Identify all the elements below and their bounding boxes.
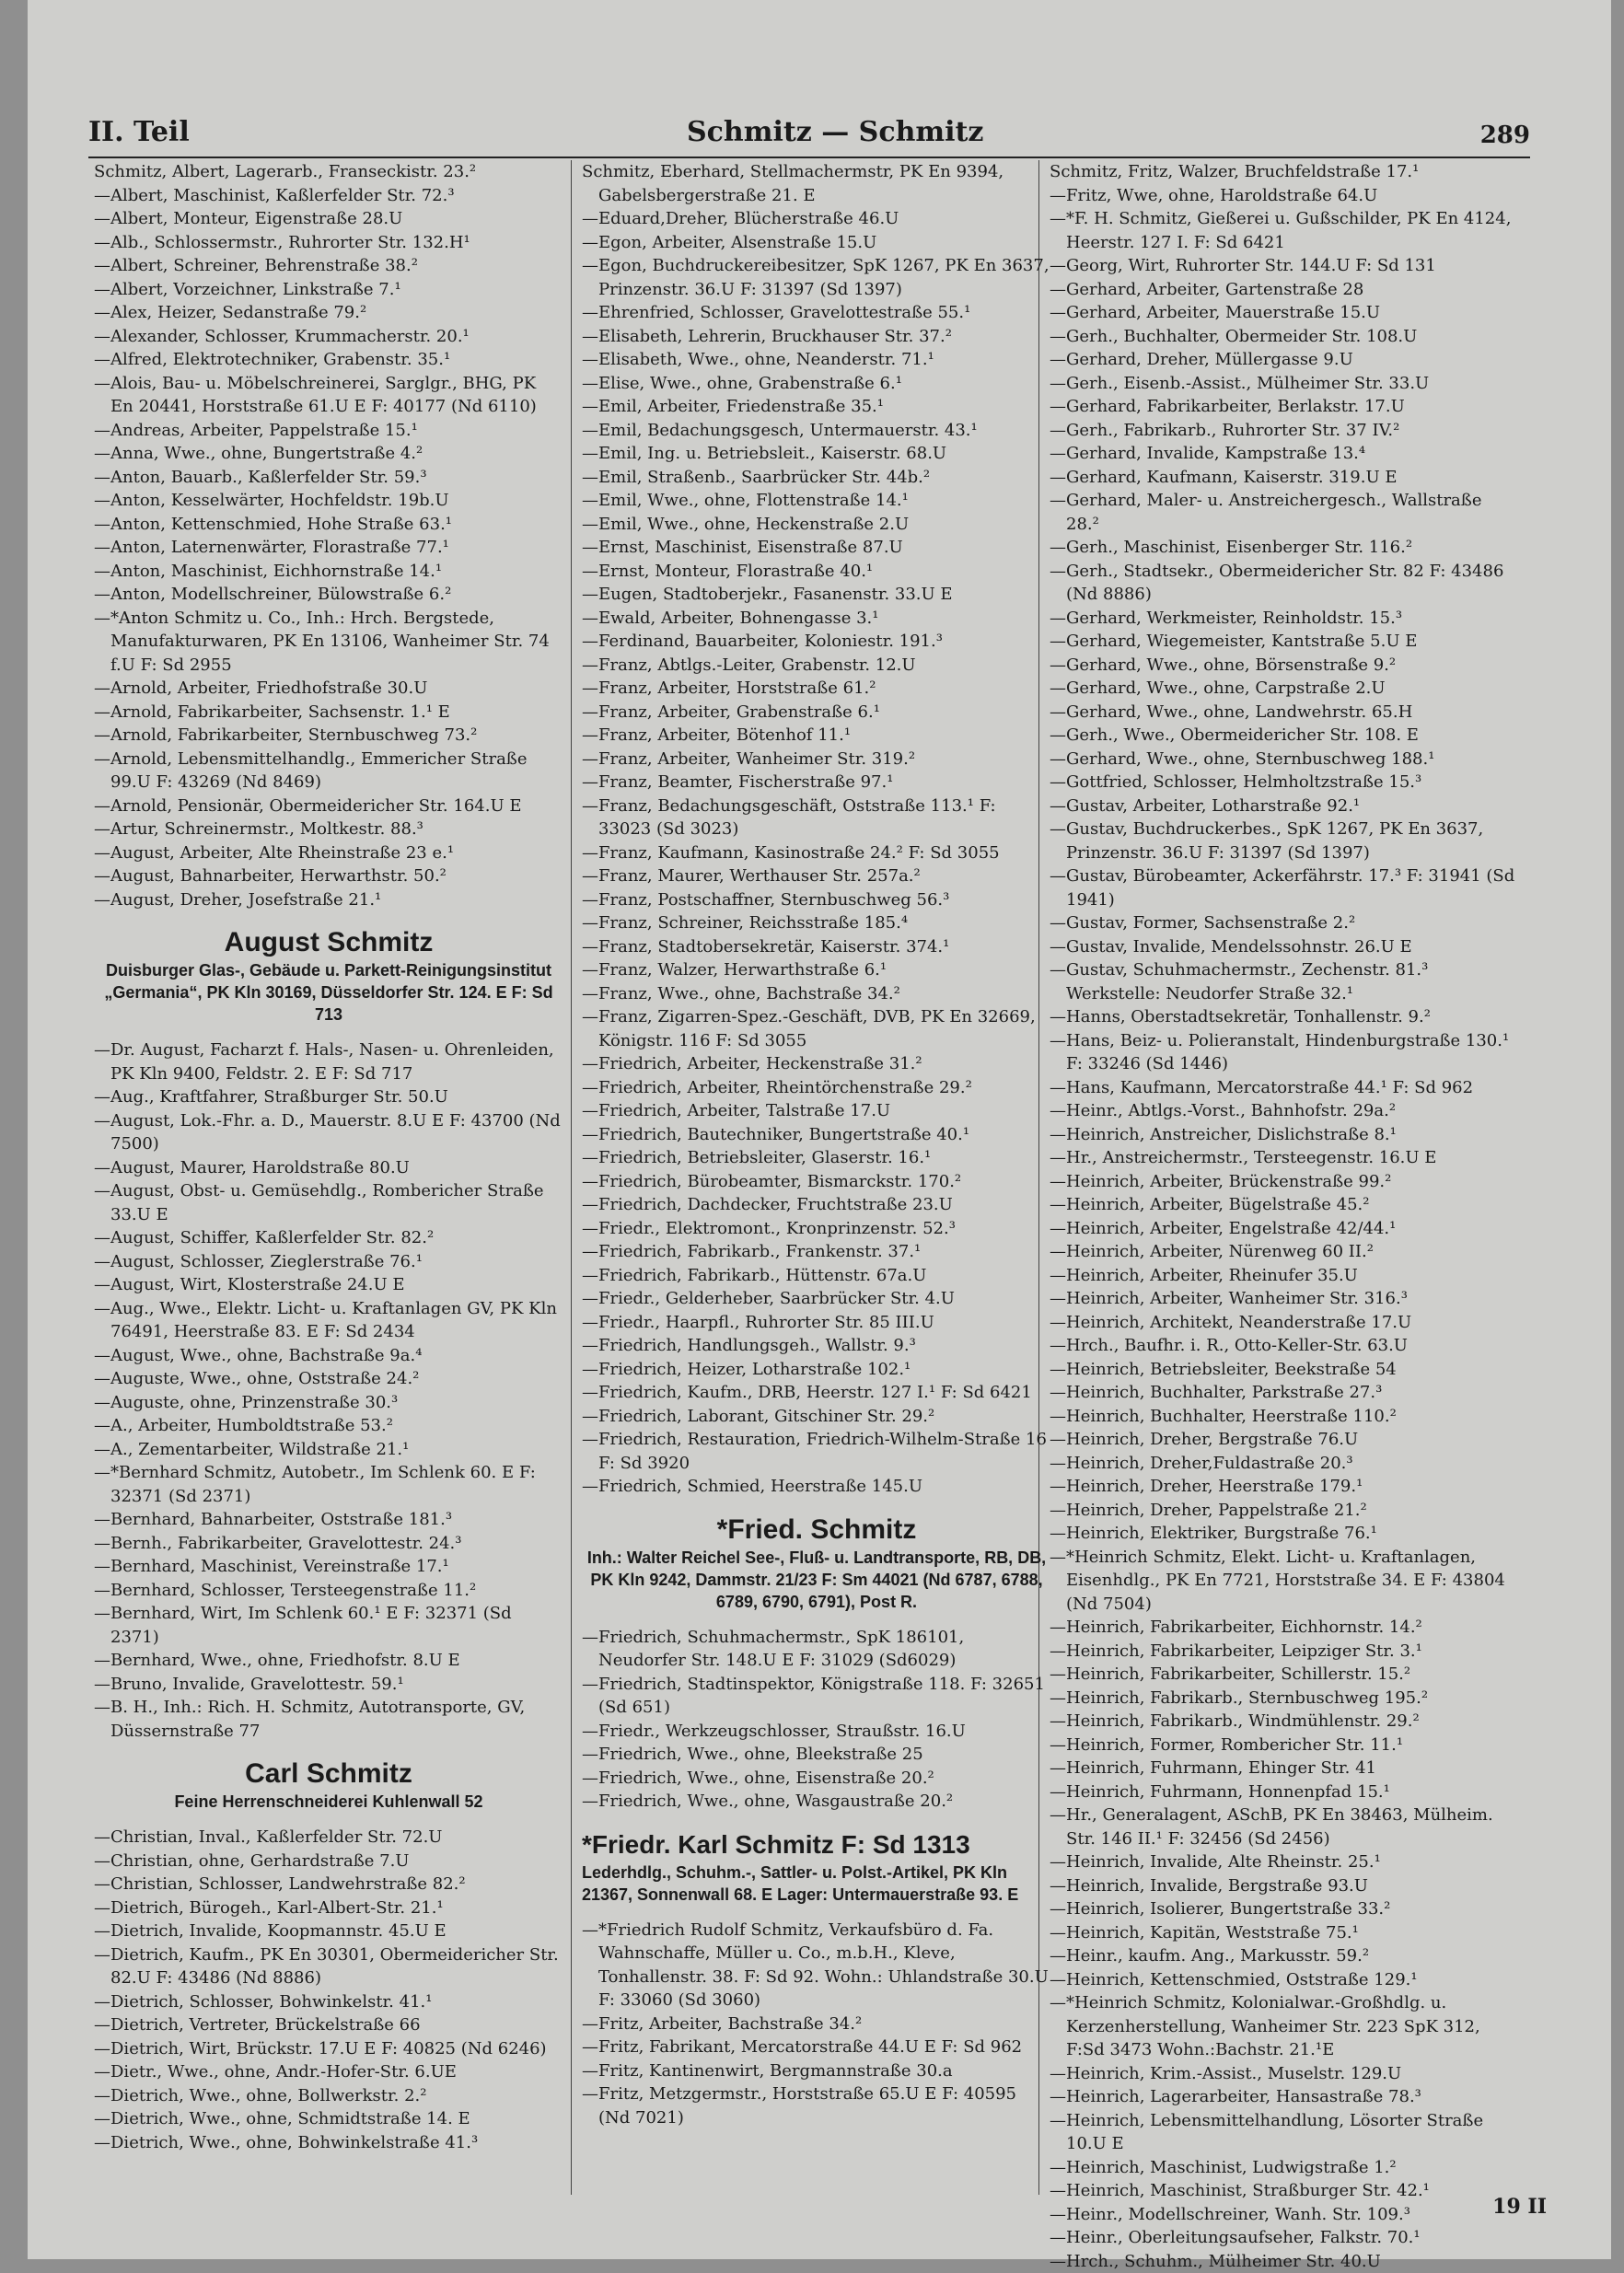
ad-friedr-karl-schmitz: [582, 1828, 1051, 1906]
directory-entry: —Bernh., Fabrikarbeiter, Gravelottestr. 24.³: [94, 1532, 563, 1556]
directory-entry: —Friedrich, Wwe., ohne, Eisenstraße 20.²: [582, 1767, 1051, 1791]
directory-entry: —Gerh., Stadtsekr., Obermeidericher Str. 82 F: 43486 (Nd 8886): [1050, 560, 1519, 607]
directory-entry: —Franz, Arbeiter, Grabenstraße 6.¹: [582, 701, 1051, 725]
directory-entry: —Emil, Wwe., ohne, Flottenstraße 14.¹: [582, 489, 1051, 513]
directory-entry: —Georg, Wirt, Ruhrorter Str. 144.U F: Sd 131: [1050, 254, 1519, 278]
directory-entry: —Franz, Abtlgs.-Leiter, Grabenstr. 12.U: [582, 654, 1051, 678]
directory-entry: —Dietrich, Wwe., ohne, Schmidtstraße 14. E: [94, 2107, 563, 2131]
directory-entry: —Gerhard, Wwe., ohne, Börsenstraße 9.²: [1050, 654, 1519, 678]
directory-entry: —Friedrich, Betriebsleiter, Glaserstr. 16.¹: [582, 1146, 1051, 1170]
page-number: 289: [1480, 122, 1530, 149]
running-title: Schmitz — Schmitz: [687, 116, 983, 148]
directory-entry: —August, Bahnarbeiter, Herwarthstr. 50.²: [94, 864, 563, 888]
directory-entry: —Franz, Postschaffner, Sternbuschweg 56.³: [582, 888, 1051, 912]
directory-entry: —Franz, Walzer, Herwarthstraße 6.¹: [582, 958, 1051, 982]
directory-entry: —Fritz, Fabrikant, Mercatorstraße 44.U E F: Sd 962: [582, 2035, 1051, 2059]
ad-body: Inh.: Walter Reichel See-, Fluß- u. Landtransporte, RB, DB, PK Kln 9242, Dammstr. 21/23 F: Sm 44021 (Nd 6787, 6788, 6789, 6790, 6791), Post R.: [582, 1547, 1051, 1613]
directory-entry: —Aug., Wwe., Elektr. Licht- u. Kraftanlagen GV, PK Kln 76491, Heerstraße 83. E F: Sd 2434: [94, 1297, 563, 1344]
directory-entry: —Heinrich, Architekt, Neanderstraße 17.U: [1050, 1311, 1519, 1335]
directory-entry: —Albert, Monteur, Eigenstraße 28.U: [94, 207, 563, 231]
directory-entry: —Emil, Wwe., ohne, Heckenstraße 2.U: [582, 513, 1051, 537]
directory-entry: —Fritz, Wwe, ohne, Haroldstraße 64.U: [1050, 184, 1519, 208]
directory-entry: —Heinrich, Arbeiter, Wanheimer Str. 316.³: [1050, 1287, 1519, 1311]
directory-entry: —Friedrich, Wwe., ohne, Bleekstraße 25: [582, 1743, 1051, 1767]
directory-entry: —Bernhard, Maschinist, Vereinstraße 17.¹: [94, 1555, 563, 1579]
directory-entry: —Anton, Laternenwärter, Florastraße 77.¹: [94, 536, 563, 560]
directory-entry: —Egon, Buchdruckereibesitzer, SpK 1267, PK En 3637, Prinzenstr. 36.U F: 31397 (Sd 1397): [582, 254, 1051, 301]
directory-entry: —Heinrich, Fabrikarbeiter, Eichhornstr. 14.²: [1050, 1616, 1519, 1640]
directory-entry: —Hans, Kaufmann, Mercatorstraße 44.¹ F: Sd 962: [1050, 1076, 1519, 1100]
directory-entry: —Heinr., Abtlgs.-Vorst., Bahnhofstr. 29a.²: [1050, 1099, 1519, 1123]
directory-entry: —Friedrich, Arbeiter, Heckenstraße 31.²: [582, 1052, 1051, 1076]
directory-entry: —Eduard,Dreher, Blücherstraße 46.U: [582, 207, 1051, 231]
directory-entry: —Hanns, Oberstadtsekretär, Tonhallenstr. 9.²: [1050, 1005, 1519, 1029]
directory-entry: —Gerhard, Arbeiter, Mauerstraße 15.U: [1050, 301, 1519, 325]
directory-entry: —Heinrich, Krim.-Assist., Muselstr. 129.U: [1050, 2062, 1519, 2086]
directory-entry: —*F. H. Schmitz, Gießerei u. Gußschilder, PK En 4124, Heerstr. 127 I. F: Sd 6421: [1050, 207, 1519, 254]
directory-entry: —Gustav, Invalide, Mendelssohnstr. 26.U E: [1050, 935, 1519, 959]
directory-entry: —August, Wirt, Klosterstraße 24.U E: [94, 1273, 563, 1297]
directory-entry: —Gustav, Schuhmachermstr., Zechenstr. 81.³ Werkstelle: Neudorfer Straße 32.¹: [1050, 958, 1519, 1005]
ad-name: *Friedr. Karl Schmitz F: Sd 1313: [582, 1828, 1051, 1861]
directory-entry: —Friedrich, Restauration, Friedrich-Wilhelm-Straße 16 F: Sd 3920: [582, 1428, 1051, 1475]
directory-entry: —Dietrich, Wwe., ohne, Bollwerkstr. 2.²: [94, 2084, 563, 2108]
directory-entry: —Emil, Arbeiter, Friedenstraße 35.¹: [582, 395, 1051, 419]
page-signature: 19 II: [1492, 2195, 1547, 2219]
directory-entry: —Heinrich, Former, Rombericher Str. 11.¹: [1050, 1734, 1519, 1757]
column-1: [94, 160, 563, 2186]
directory-entry: —Emil, Ing. u. Betriebsleit., Kaiserstr. 68.U: [582, 442, 1051, 466]
directory-entry: —Gerhard, Kaufmann, Kaiserstr. 319.U E: [1050, 466, 1519, 490]
directory-entry: —Heinrich, Isolierer, Bungertstraße 33.²: [1050, 1897, 1519, 1921]
directory-entry: —Gustav, Arbeiter, Lotharstraße 92.¹: [1050, 794, 1519, 818]
directory-entry: —Heinrich, Arbeiter, Rheinufer 35.U: [1050, 1264, 1519, 1288]
directory-entry: Schmitz, Albert, Lagerarb., Franseckistr. 23.²: [94, 160, 563, 184]
directory-entry: —Heinrich, Arbeiter, Brückenstraße 99.²: [1050, 1170, 1519, 1194]
directory-entry: —Alois, Bau- u. Möbelschreinerei, Sarglgr., BHG, PK En 20441, Horststraße 61.U E F: 40177 (Nd 6110): [94, 372, 563, 419]
column-2: [582, 160, 1051, 2186]
directory-entry: —Friedrich, Fabrikarb., Hüttenstr. 67a.U: [582, 1264, 1051, 1288]
directory-entry: —Franz, Kaufmann, Kasinostraße 24.² F: Sd 3055: [582, 841, 1051, 865]
directory-entry: —Heinrich, Lebensmittelhandlung, Lösorter Straße 10.U E: [1050, 2109, 1519, 2156]
directory-entry: —Gerhard, Werkmeister, Reinholdstr. 15.³: [1050, 607, 1519, 631]
directory-entry: —Heinrich, Dreher, Heerstraße 179.¹: [1050, 1475, 1519, 1499]
directory-entry: —Heinrich, Elektriker, Burgstraße 76.¹: [1050, 1522, 1519, 1546]
directory-entry: —Franz, Arbeiter, Bötenhof 11.¹: [582, 724, 1051, 748]
directory-entry: —Dietrich, Kaufm., PK En 30301, Obermeidericher Str. 82.U F: 43486 (Nd 8886): [94, 1943, 563, 1990]
page-header: [88, 112, 1530, 158]
directory-entry: —Friedrich, Schmied, Heerstraße 145.U: [582, 1475, 1051, 1499]
directory-entry: —Alfred, Elektrotechniker, Grabenstr. 35.¹: [94, 348, 563, 372]
directory-entry: —Gerhard, Wiegemeister, Kantstraße 5.U E: [1050, 630, 1519, 654]
directory-entry: —Heinrich, Buchhalter, Parkstraße 27.³: [1050, 1381, 1519, 1405]
directory-entry: —Anton, Kettenschmied, Hohe Straße 63.¹: [94, 513, 563, 537]
directory-entry: —Fritz, Metzgermstr., Horststraße 65.U E F: 40595 (Nd 7021): [582, 2082, 1051, 2129]
directory-entry: —Friedrich, Arbeiter, Rheintörchenstraße 29.²: [582, 1076, 1051, 1100]
directory-entry: —Elisabeth, Lehrerin, Bruckhauser Str. 37.²: [582, 325, 1051, 349]
directory-entry: —Ernst, Monteur, Florastraße 40.¹: [582, 560, 1051, 584]
directory-entry: —Gerhard, Invalide, Kampstraße 13.⁴: [1050, 442, 1519, 466]
directory-entry: —Gerh., Eisenb.-Assist., Mülheimer Str. 33.U: [1050, 372, 1519, 396]
directory-entry: —Hans, Beiz- u. Polieranstalt, Hindenburgstraße 130.¹ F: 33246 (Sd 1446): [1050, 1029, 1519, 1076]
directory-entry: —Anton, Maschinist, Eichhornstraße 14.¹: [94, 560, 563, 584]
directory-entry: —Anna, Wwe., ohne, Bungertstraße 4.²: [94, 442, 563, 466]
directory-entry: —August, Wwe., ohne, Bachstraße 9a.⁴: [94, 1344, 563, 1368]
directory-entry: —Arnold, Fabrikarbeiter, Sachsenstr. 1.¹ E: [94, 701, 563, 725]
directory-entry: —Friedrich, Laborant, Gitschiner Str. 29.²: [582, 1405, 1051, 1429]
directory-entry: —Dietrich, Wirt, Brückstr. 17.U E F: 40825 (Nd 6246): [94, 2037, 563, 2061]
directory-entry: —Alex, Heizer, Sedanstraße 79.²: [94, 301, 563, 325]
directory-entry: —August, Schiffer, Kaßlerfelder Str. 82.²: [94, 1226, 563, 1250]
directory-entry: —Anton, Kesselwärter, Hochfeldstr. 19b.U: [94, 489, 563, 513]
directory-entry: —Friedrich, Heizer, Lotharstraße 102.¹: [582, 1358, 1051, 1382]
directory-entry: —Heinrich, Maschinist, Ludwigstraße 1.²: [1050, 2156, 1519, 2180]
directory-entry: —Friedrich, Handlungsgeh., Wallstr. 9.³: [582, 1334, 1051, 1358]
directory-entry: —Artur, Schreinermstr., Moltkestr. 88.³: [94, 818, 563, 841]
directory-entry: —*Anton Schmitz u. Co., Inh.: Hrch. Bergstede, Manufakturwaren, PK En 13106, Wanheimer Str. 74 f.U F: Sd 2955: [94, 607, 563, 678]
directory-entry: —August, Arbeiter, Alte Rheinstraße 23 e.¹: [94, 841, 563, 865]
directory-entry: —Hrch., Baufhr. i. R., Otto-Keller-Str. 63.U: [1050, 1334, 1519, 1358]
directory-entry: —Heinrich, Fuhrmann, Ehinger Str. 41: [1050, 1757, 1519, 1780]
directory-entry: —Friedr., Elektromont., Kronprinzenstr. 52.³: [582, 1217, 1051, 1241]
ad-body: Feine Herrenschneiderei Kuhlenwall 52: [94, 1791, 563, 1813]
directory-entry: —Heinrich, Dreher,Fuldastraße 20.³: [1050, 1452, 1519, 1476]
directory-entry: Schmitz, Fritz, Walzer, Bruchfeldstraße 17.¹: [1050, 160, 1519, 184]
directory-entry: —Heinrich, Fabrikarb., Sternbuschweg 195.²: [1050, 1687, 1519, 1711]
directory-entry: —Arnold, Pensionär, Obermeidericher Str. 164.U E: [94, 794, 563, 818]
directory-entry: —Friedrich, Wwe., ohne, Wasgaustraße 20.²: [582, 1790, 1051, 1814]
directory-entry: —Elisabeth, Wwe., ohne, Neanderstr. 71.¹: [582, 348, 1051, 372]
directory-entry: —Friedrich, Bürobeamter, Bismarckstr. 170.²: [582, 1170, 1051, 1194]
directory-entry: —Gerhard, Dreher, Müllergasse 9.U: [1050, 348, 1519, 372]
directory-entry: —Bernhard, Wirt, Im Schlenk 60.¹ E F: 32371 (Sd 2371): [94, 1602, 563, 1649]
directory-entry: —Gottfried, Schlosser, Helmholtzstraße 15.³: [1050, 771, 1519, 794]
ad-august-schmitz: [94, 926, 563, 1026]
directory-entry: —Heinrich, Anstreicher, Dislichstraße 8.¹: [1050, 1123, 1519, 1147]
directory-entry: —Heinrich, Kettenschmied, Oststraße 129.¹: [1050, 1968, 1519, 1992]
directory-entry: —Heinrich, Arbeiter, Engelstraße 42/44.¹: [1050, 1217, 1519, 1241]
directory-entry: —Hr., Generalagent, ASchB, PK En 38463, Mülheim. Str. 146 II.¹ F: 32456 (Sd 2456): [1050, 1803, 1519, 1850]
directory-entry: —Gustav, Former, Sachsenstraße 2.²: [1050, 911, 1519, 935]
directory-entry: Schmitz, Eberhard, Stellmachermstr, PK En 9394, Gabelsbergerstraße 21. E: [582, 160, 1051, 207]
directory-entry: —Franz, Arbeiter, Horststraße 61.²: [582, 677, 1051, 701]
ad-name: Carl Schmitz: [94, 1757, 563, 1791]
directory-entry: —Gustav, Bürobeamter, Ackerfährstr. 17.³ F: 31941 (Sd 1941): [1050, 864, 1519, 911]
directory-entry: —Christian, Schlosser, Landwehrstraße 82.²: [94, 1873, 563, 1896]
directory-entry: —Heinrich, Lagerarbeiter, Hansastraße 78.³: [1050, 2085, 1519, 2109]
directory-entry: —Gerh., Wwe., Obermeidericher Str. 108. E: [1050, 724, 1519, 748]
ad-body: Lederhdlg., Schuhm.-, Sattler- u. Polst.-Artikel, PK Kln 21367, Sonnenwall 68. E Lager: Untermauerstraße 93. E: [582, 1861, 1051, 1906]
directory-entry: —Heinrich, Betriebsleiter, Beekstraße 54: [1050, 1358, 1519, 1382]
directory-entry: —Albert, Schreiner, Behrenstraße 38.²: [94, 254, 563, 278]
directory-entry: —Dietrich, Wwe., ohne, Bohwinkelstraße 41.³: [94, 2131, 563, 2155]
directory-entry: —Emil, Straßenb., Saarbrücker Str. 44b.²: [582, 466, 1051, 490]
directory-entry: —Bernhard, Wwe., ohne, Friedhofstr. 8.U E: [94, 1649, 563, 1673]
ad-name: August Schmitz: [94, 926, 563, 959]
directory-entry: —*Heinrich Schmitz, Elekt. Licht- u. Kraftanlagen, Eisenhdlg., PK En 7721, Horststraße 34. E F: 43804 (Nd 7504): [1050, 1546, 1519, 1617]
directory-entry: —Christian, ohne, Gerhardstraße 7.U: [94, 1850, 563, 1873]
directory-entry: —Bernhard, Bahnarbeiter, Oststraße 181.³: [94, 1508, 563, 1532]
directory-entry: —Dietrich, Schlosser, Bohwinkelstr. 41.¹: [94, 1990, 563, 2014]
directory-entry: —Gerhard, Wwe., ohne, Landwehrstr. 65.H: [1050, 701, 1519, 725]
directory-entry: —*Heinrich Schmitz, Kolonialwar.-Großhdlg. u. Kerzenherstellung, Wanheimer Str. 223 SpK 312, F:Sd 3473 Wohn.:Bachstr. 21.¹E: [1050, 1991, 1519, 2062]
directory-entry: —*Bernhard Schmitz, Autobetr., Im Schlenk 60. E F: 32371 (Sd 2371): [94, 1461, 563, 1508]
directory-entry: —Heinrich, Fuhrmann, Honnenpfad 15.¹: [1050, 1780, 1519, 1804]
directory-entry: —Dietrich, Bürogeh., Karl-Albert-Str. 21.¹: [94, 1896, 563, 1920]
directory-entry: —Hrch., Schuhm., Mülheimer Str. 40.U: [1050, 2250, 1519, 2273]
directory-entry: —Alexander, Schlosser, Krummacherstr. 20.¹: [94, 325, 563, 349]
directory-entry: —Fritz, Kantinenwirt, Bergmannstraße 30.a: [582, 2059, 1051, 2083]
directory-entry: —Franz, Zigarren-Spez.-Geschäft, DVB, PK En 32669, Königstr. 116 F: Sd 3055: [582, 1005, 1051, 1052]
directory-entry: —Franz, Arbeiter, Wanheimer Str. 319.²: [582, 748, 1051, 771]
directory-entry: —Heinr., Oberleitungsaufseher, Falkstr. 70.¹: [1050, 2226, 1519, 2250]
directory-entry: —Gerhard, Fabrikarbeiter, Berlakstr. 17.U: [1050, 395, 1519, 419]
directory-entry: —Friedrich, Dachdecker, Fruchtstraße 23.U: [582, 1193, 1051, 1217]
directory-entry: —Ferdinand, Bauarbeiter, Koloniestr. 191.³: [582, 630, 1051, 654]
directory-entry: —Gerhard, Wwe., ohne, Carpstraße 2.U: [1050, 677, 1519, 701]
directory-entry: —Emil, Bedachungsgesch, Untermauerstr. 43.¹: [582, 419, 1051, 443]
directory-entry: —Friedr., Werkzeugschlosser, Straußstr. 16.U: [582, 1720, 1051, 1744]
directory-entry: —August, Lok.-Fhr. a. D., Mauerstr. 8.U E F: 43700 (Nd 7500): [94, 1109, 563, 1156]
ad-fried-schmitz: [582, 1513, 1051, 1613]
directory-entry: —Andreas, Arbeiter, Pappelstraße 15.¹: [94, 419, 563, 443]
directory-entry: —Heinrich, Arbeiter, Bügelstraße 45.²: [1050, 1193, 1519, 1217]
directory-entry: —Arnold, Lebensmittelhandlg., Emmericher Straße 99.U F: 43269 (Nd 8469): [94, 748, 563, 794]
directory-entry: —Dr. August, Facharzt f. Hals-, Nasen- u. Ohrenleiden, PK Kln 9400, Feldstr. 2. E F: Sd 717: [94, 1038, 563, 1085]
directory-entry: —Elise, Wwe., ohne, Grabenstraße 6.¹: [582, 372, 1051, 396]
directory-entry: —Auguste, Wwe., ohne, Oststraße 24.²: [94, 1367, 563, 1391]
directory-entry: —Ernst, Maschinist, Eisenstraße 87.U: [582, 536, 1051, 560]
directory-entry: —August, Obst- u. Gemüsehdlg., Rombericher Straße 33.U E: [94, 1179, 563, 1226]
directory-entry: —Heinrich, Dreher, Pappelstraße 21.²: [1050, 1499, 1519, 1523]
directory-entry: —Gerhard, Arbeiter, Gartenstraße 28: [1050, 278, 1519, 302]
directory-entry: —Hr., Anstreichermstr., Tersteegenstr. 16.U E: [1050, 1146, 1519, 1170]
directory-entry: —Heinrich, Invalide, Alte Rheinstr. 25.¹: [1050, 1850, 1519, 1874]
directory-entry: —Anton, Bauarb., Kaßlerfelder Str. 59.³: [94, 466, 563, 490]
directory-entry: —Auguste, ohne, Prinzenstraße 30.³: [94, 1391, 563, 1415]
directory-entry: —Gustav, Buchdruckerbes., SpK 1267, PK En 3637, Prinzenstr. 36.U F: 31397 (Sd 1397): [1050, 818, 1519, 864]
directory-entry: —*Friedrich Rudolf Schmitz, Verkaufsbüro d. Fa. Wahnschaffe, Müller u. Co., m.b.H., Kleve, Tonhallenstr. 38. F: Sd 92. Wohn.: Uhlandstraße 30.U F: 33060 (Sd 3060): [582, 1919, 1051, 2012]
directory-entry: —Franz, Beamter, Fischerstraße 97.¹: [582, 771, 1051, 794]
directory-entry: —Franz, Stadtobersekretär, Kaiserstr. 374.¹: [582, 935, 1051, 959]
directory-entry: —B. H., Inh.: Rich. H. Schmitz, Autotransporte, GV, Düssernstraße 77: [94, 1696, 563, 1743]
directory-entry: —Heinrich, Arbeiter, Nürenweg 60 II.²: [1050, 1240, 1519, 1264]
directory-entry: —Albert, Vorzeichner, Linkstraße 7.¹: [94, 278, 563, 302]
directory-entry: —Heinrich, Fabrikarbeiter, Schillerstr. 15.²: [1050, 1663, 1519, 1687]
directory-entry: —Heinrich, Kapitän, Weststraße 75.¹: [1050, 1921, 1519, 1945]
directory-entry: —Gerh., Fabrikarb., Ruhrorter Str. 37 IV.²: [1050, 419, 1519, 443]
directory-entry: —A., Arbeiter, Humboldtstraße 53.²: [94, 1414, 563, 1438]
directory-entry: —Arnold, Arbeiter, Friedhofstraße 30.U: [94, 677, 563, 701]
directory-entry: —Gerh., Buchhalter, Obermeider Str. 108.U: [1050, 325, 1519, 349]
directory-entry: —Anton, Modellschreiner, Bülowstraße 6.²: [94, 583, 563, 607]
directory-entry: —August, Dreher, Josefstraße 21.¹: [94, 888, 563, 912]
directory-entry: —Friedr., Haarpfl., Ruhrorter Str. 85 III.U: [582, 1311, 1051, 1335]
directory-entry: —Friedrich, Bautechniker, Bungertstraße 40.¹: [582, 1123, 1051, 1147]
directory-entry: —Heinrich, Buchhalter, Heerstraße 110.²: [1050, 1405, 1519, 1429]
directory-entry: —Heinrich, Dreher, Bergstraße 76.U: [1050, 1428, 1519, 1452]
directory-entry: —Heinrich, Maschinist, Straßburger Str. 42.¹: [1050, 2179, 1519, 2203]
directory-entry: —A., Zementarbeiter, Wildstraße 21.¹: [94, 1438, 563, 1462]
directory-entry: —Christian, Inval., Kaßlerfelder Str. 72.U: [94, 1826, 563, 1850]
directory-entry: —Dietrich, Invalide, Koopmannstr. 45.U E: [94, 1919, 563, 1943]
column-3: [1050, 160, 1519, 2186]
directory-entry: —August, Maurer, Haroldstraße 80.U: [94, 1156, 563, 1180]
directory-entry: —Friedrich, Arbeiter, Talstraße 17.U: [582, 1099, 1051, 1123]
directory-entry: —Bernhard, Schlosser, Tersteegenstraße 11.²: [94, 1579, 563, 1603]
directory-entry: —Fritz, Arbeiter, Bachstraße 34.²: [582, 2012, 1051, 2036]
directory-entry: —Ewald, Arbeiter, Bohnengasse 3.¹: [582, 607, 1051, 631]
directory-entry: —Heinr., kaufm. Ang., Markusstr. 59.²: [1050, 1944, 1519, 1968]
directory-entry: —Heinrich, Fabrikarb., Windmühlenstr. 29.²: [1050, 1710, 1519, 1734]
directory-entry: —Ehrenfried, Schlosser, Gravelottestraße 55.¹: [582, 301, 1051, 325]
directory-entry: —Heinrich, Invalide, Bergstraße 93.U: [1050, 1874, 1519, 1898]
directory-entry: —Dietrich, Vertreter, Brückelstraße 66: [94, 2013, 563, 2037]
section-label: II. Teil: [88, 116, 190, 148]
directory-page: [28, 0, 1611, 2259]
directory-entry: —Arnold, Fabrikarbeiter, Sternbuschweg 73.²: [94, 724, 563, 748]
directory-entry: —Friedrich, Fabrikarb., Frankenstr. 37.¹: [582, 1240, 1051, 1264]
directory-entry: —Gerh., Maschinist, Eisenberger Str. 116.²: [1050, 536, 1519, 560]
directory-entry: —Gerhard, Maler- u. Anstreichergesch., Wallstraße 28.²: [1050, 489, 1519, 536]
directory-entry: —Franz, Schreiner, Reichsstraße 185.⁴: [582, 911, 1051, 935]
ad-carl-schmitz: [94, 1757, 563, 1813]
directory-entry: —Friedr., Gelderheber, Saarbrücker Str. 4.U: [582, 1287, 1051, 1311]
directory-entry: —Friedrich, Schuhmachermstr., SpK 186101, Neudorfer Str. 148.U E F: 31029 (Sd6029): [582, 1626, 1051, 1673]
directory-entry: —Dietr., Wwe., ohne, Andr.-Hofer-Str. 6.UE: [94, 2060, 563, 2084]
directory-entry: —Aug., Kraftfahrer, Straßburger Str. 50.U: [94, 1085, 563, 1109]
directory-entry: —Franz, Maurer, Werthauser Str. 257a.²: [582, 864, 1051, 888]
directory-entry: —Alb., Schlossermstr., Ruhrorter Str. 132.H¹: [94, 231, 563, 255]
directory-entry: —Heinrich, Fabrikarbeiter, Leipziger Str. 3.¹: [1050, 1640, 1519, 1664]
directory-entry: —Friedrich, Stadtinspektor, Königstraße 118. F: 32651 (Sd 651): [582, 1673, 1051, 1720]
directory-entry: —Albert, Maschinist, Kaßlerfelder Str. 72.³: [94, 184, 563, 208]
directory-entry: —Friedrich, Kaufm., DRB, Heerstr. 127 I.¹ F: Sd 6421: [582, 1381, 1051, 1405]
directory-entry: —Franz, Bedachungsgeschäft, Oststraße 113.¹ F: 33023 (Sd 3023): [582, 794, 1051, 841]
directory-entry: —Eugen, Stadtoberjekr., Fasanenstr. 33.U E: [582, 583, 1051, 607]
directory-entry: —Bruno, Invalide, Gravelottestr. 59.¹: [94, 1673, 563, 1697]
directory-entry: —Egon, Arbeiter, Alsenstraße 15.U: [582, 231, 1051, 255]
directory-entry: —Heinr., Modellschreiner, Wanh. Str. 109.³: [1050, 2203, 1519, 2227]
ad-name: *Fried. Schmitz: [582, 1513, 1051, 1547]
directory-entry: —August, Schlosser, Zieglerstraße 76.¹: [94, 1250, 563, 1274]
column-divider: [571, 160, 572, 2195]
directory-entry: —Gerhard, Wwe., ohne, Sternbuschweg 188.¹: [1050, 748, 1519, 771]
ad-body: Duisburger Glas-, Gebäude u. Parkett-Reinigungsinstitut „Germania“, PK Kln 30169, Düsseldorfer Str. 124. E F: Sd 713: [94, 959, 563, 1026]
directory-entry: —Franz, Wwe., ohne, Bachstraße 34.²: [582, 982, 1051, 1006]
